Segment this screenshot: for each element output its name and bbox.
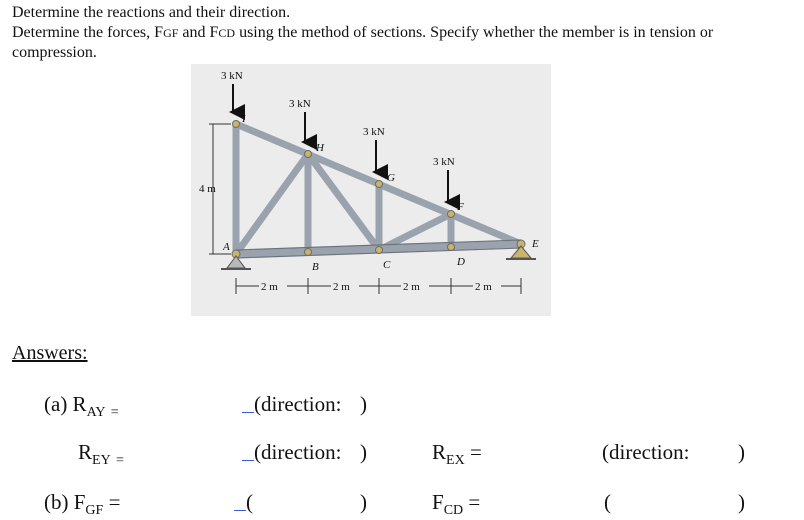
ray-sub: AY bbox=[86, 405, 106, 420]
height-label: 4 m bbox=[199, 183, 216, 195]
node-label-b: B bbox=[312, 261, 319, 273]
load-arrows bbox=[233, 84, 448, 202]
span-label-2: 2 m bbox=[333, 281, 350, 293]
rex-label-text: R bbox=[432, 440, 447, 464]
ray-direction-blank[interactable] bbox=[242, 394, 254, 413]
node-label-a: A bbox=[223, 241, 230, 253]
ray-equals: = bbox=[110, 405, 119, 420]
load-label-h: 3 kN bbox=[289, 98, 311, 110]
truss-members bbox=[236, 124, 521, 254]
problem-sub-gf: GF bbox=[163, 26, 179, 40]
rex-direction-close: ) bbox=[738, 440, 745, 464]
rey-direction bbox=[242, 440, 341, 465]
problem-line-2-a: Determine the forces, F bbox=[12, 24, 164, 41]
rey-direction-open: (direction: bbox=[254, 440, 342, 464]
rey-equals: = bbox=[115, 453, 124, 468]
node-label-f: F bbox=[457, 201, 464, 213]
node-label-i: I bbox=[242, 113, 246, 125]
load-label-i: 3 kN bbox=[221, 70, 243, 82]
ray-label bbox=[44, 392, 119, 420]
fcd-paren-close: ) bbox=[738, 490, 745, 514]
node-label-e: E bbox=[532, 238, 539, 250]
fgf-blank[interactable] bbox=[234, 492, 246, 511]
fgf-paren bbox=[234, 490, 253, 515]
ray-label-text: (a) R bbox=[44, 392, 87, 416]
node-label-h: H bbox=[316, 142, 324, 154]
rey-sub: EY bbox=[92, 453, 111, 468]
fcd-label bbox=[432, 490, 481, 518]
member-ah bbox=[236, 154, 308, 254]
problem-line-2 bbox=[12, 23, 713, 43]
node-label-g: G bbox=[387, 172, 395, 184]
rey-label-text: R bbox=[78, 440, 93, 464]
problem-line-3: compression. bbox=[12, 44, 97, 61]
ray-direction bbox=[242, 392, 341, 417]
fgf-sub: GF bbox=[85, 503, 104, 518]
fgf-equals: = bbox=[108, 490, 121, 514]
truss-figure bbox=[191, 64, 551, 316]
fcd-sub: CD bbox=[443, 503, 464, 518]
fcd-label-text: F bbox=[432, 490, 444, 514]
truss-diagram bbox=[191, 64, 551, 316]
rey-direction-blank[interactable] bbox=[242, 442, 254, 461]
fcd-paren-open: ( bbox=[604, 490, 611, 514]
span-label-3: 2 m bbox=[403, 281, 420, 293]
fgf-paren-open: ( bbox=[246, 490, 253, 514]
rey-label bbox=[78, 440, 124, 468]
problem-line-2-c: using the method of sections. Specify whether the member is in tension or bbox=[235, 24, 714, 41]
fgf-label-text: (b) F bbox=[44, 490, 86, 514]
rex-equals: = bbox=[469, 440, 482, 464]
rex-direction-open: (direction: bbox=[602, 440, 690, 464]
problem-line-2-b: and F bbox=[178, 24, 219, 41]
answers-title: Answers: bbox=[12, 342, 88, 364]
load-label-f: 3 kN bbox=[433, 156, 455, 168]
problem-sub-cd: CD bbox=[218, 26, 236, 40]
rex-sub: EX bbox=[446, 453, 465, 468]
rey-direction-close: ) bbox=[360, 440, 367, 464]
load-label-g: 3 kN bbox=[363, 126, 385, 138]
fgf-label bbox=[44, 490, 121, 518]
ray-direction-open: (direction: bbox=[254, 392, 342, 416]
fgf-paren-close: ) bbox=[360, 490, 367, 514]
span-label-4: 2 m bbox=[475, 281, 492, 293]
node-label-d: D bbox=[457, 256, 465, 268]
rex-label bbox=[432, 440, 482, 468]
ray-direction-close: ) bbox=[360, 392, 367, 416]
span-label-1: 2 m bbox=[261, 281, 278, 293]
problem-line-1: Determine the reactions and their direction. bbox=[12, 4, 291, 21]
node-label-c: C bbox=[383, 259, 391, 271]
fcd-equals: = bbox=[468, 490, 481, 514]
